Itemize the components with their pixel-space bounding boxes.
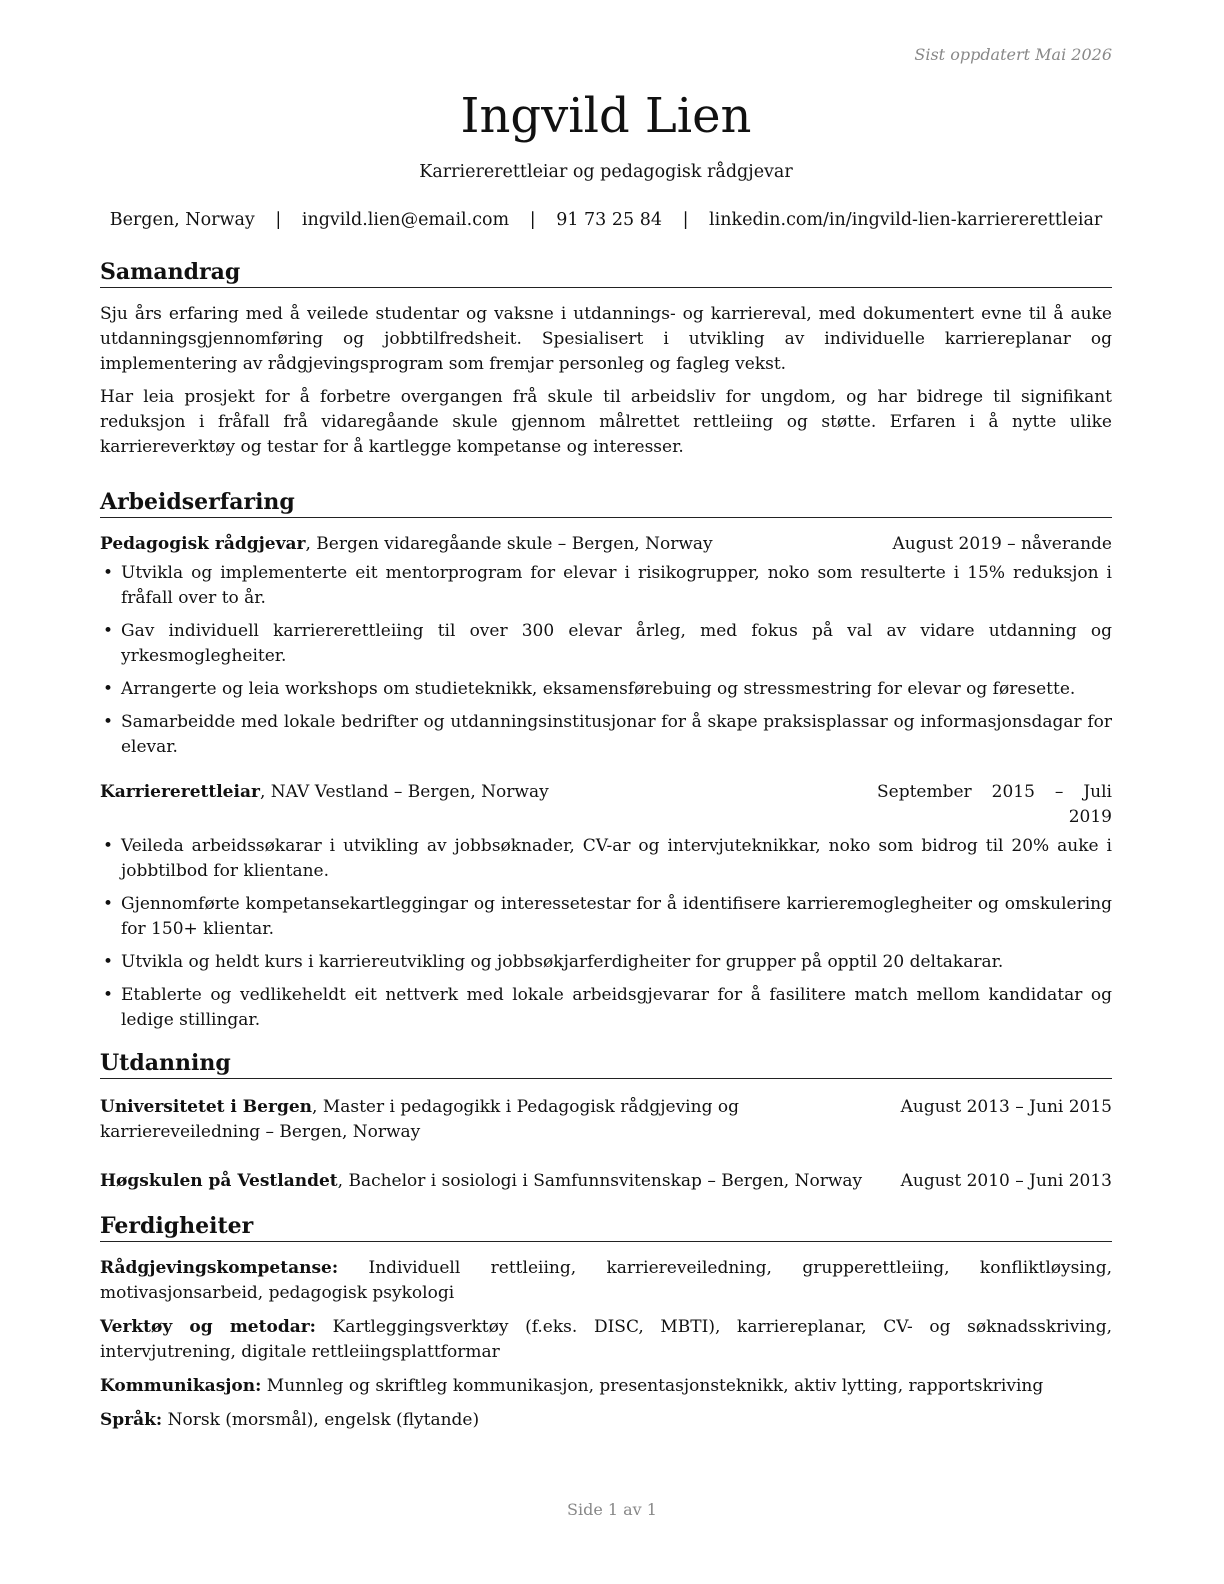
education-program: , Master i pedagogikk i Pedagogisk rådgjeving og karriereveiledning – Bergen, Norway bbox=[100, 1097, 739, 1142]
contact-location: Bergen, Norway bbox=[109, 210, 255, 230]
last-updated-note: Sist oppdatert Mai 2026 bbox=[914, 45, 1112, 64]
job-bullet: • Gav individuell karriererettleiing til over 300 elevar årleg, med fokus på val av vidare utdanning og yrkesmoglegheiter. bbox=[100, 619, 1112, 669]
skill-label: Språk: bbox=[100, 1410, 163, 1430]
job-title: Pedagogisk rådgjevar bbox=[100, 534, 306, 554]
skills-list bbox=[100, 1256, 1112, 1433]
summary-paragraph: Sju års erfaring med å veilede studentar og vaksne i utdannings- og karriereval, med dokumentert evne til å auke utdanningsgjennomføring og jobbtilfredsheit. Spesialisert i utvikling av individuelle karriereplanar og implementering av rådgjevingsprogram som fremjar personleg og fagleg vekst. bbox=[100, 304, 1112, 374]
job-organization: , Bergen vidaregåande skule – Bergen, Norway bbox=[305, 534, 713, 554]
section-title-summary: Samandrag bbox=[100, 258, 1112, 288]
contact-phone: 91 73 25 84 bbox=[556, 210, 662, 230]
skill-item bbox=[100, 1408, 1112, 1433]
job-bullet: • Utvikla og implementerte eit mentorprogram for elevar i risikogrupper, noko som resulterte i 15% reduksjon i fråfall over to år. bbox=[100, 561, 1112, 611]
education-date: August 2010 – Juni 2013 bbox=[900, 1171, 1112, 1191]
job-bullets bbox=[100, 834, 1112, 1033]
job-bullet: • Samarbeidde med lokale bedrifter og utdanningsinstitusjonar for å skape praksisplassar og informasjonsdagar for elevar. bbox=[100, 710, 1112, 760]
job-date: September 2015 – Juli 2019 bbox=[877, 782, 1112, 827]
resume-page bbox=[100, 40, 1112, 1433]
education-entry bbox=[100, 1095, 1112, 1145]
skill-label: Verktøy og metodar: bbox=[100, 1317, 316, 1337]
contact-line bbox=[60, 210, 1152, 230]
skill-label: Rådgjevingskompetanse: bbox=[100, 1258, 339, 1278]
skill-label: Kommunikasjon: bbox=[100, 1376, 262, 1396]
job-entry bbox=[100, 780, 1112, 1033]
education-detail bbox=[100, 1169, 880, 1194]
job-bullet: • Veileda arbeidssøkarar i utvikling av jobbsøknader, CV-ar og intervjuteknikkar, noko som bidrog til 20% auke i jobbtilbod for klientane. bbox=[100, 834, 1112, 884]
summary-paragraph: Har leia prosjekt for å forbetre overgangen frå skule til arbeidsliv for ungdom, og har bidrege til signifikant reduksjon i fråfall frå vidaregåande skule gjennom målrettet rettleiing og støtte. Erfaren i å nytte ulike karriereverktøy og testar for å kartlegge kompetanse og interesser. bbox=[100, 387, 1112, 457]
contact-separator: | bbox=[682, 210, 689, 230]
education-entry bbox=[100, 1169, 1112, 1194]
job-bullet: • Utvikla og heldt kurs i karriereutvikling og jobbsøkjarferdigheiter for grupper på opptil 20 deltakarar. bbox=[100, 950, 1112, 975]
job-header bbox=[100, 780, 1112, 830]
education-date: August 2013 – Juni 2015 bbox=[900, 1097, 1112, 1117]
job-date: August 2019 – nåverande bbox=[892, 534, 1112, 554]
job-entry bbox=[100, 532, 1112, 760]
contact-email[interactable]: ingvild.lien@email.com bbox=[301, 210, 510, 230]
education-detail bbox=[100, 1095, 880, 1145]
candidate-subtitle: Karriererettleiar og pedagogisk rådgjevar bbox=[419, 162, 793, 182]
page-number: Side 1 av 1 bbox=[567, 1500, 657, 1519]
education-school: Høgskulen på Vestlandet bbox=[100, 1171, 338, 1191]
job-header bbox=[100, 532, 1112, 557]
section-title-education: Utdanning bbox=[100, 1049, 1112, 1079]
job-bullet: • Etablerte og vedlikeheldt eit nettverk med lokale arbeidsgjevarar for å fasilitere match mellom kandidatar og ledige stillingar. bbox=[100, 983, 1112, 1033]
job-bullet: • Arrangerte og leia workshops om studieteknikk, eksamensførebuing og stressmestring for elevar og føresette. bbox=[100, 677, 1112, 702]
section-title-skills: Ferdigheiter bbox=[100, 1212, 1112, 1242]
job-role-org bbox=[100, 532, 713, 557]
education-program: , Bachelor i sosiologi i Samfunnsvitenskap – Bergen, Norway bbox=[337, 1171, 863, 1191]
skill-text: Munnleg og skriftleg kommunikasjon, presentasjonsteknikk, aktiv lytting, rapportskriving bbox=[261, 1376, 1044, 1396]
contact-separator: | bbox=[275, 210, 282, 230]
education-school: Universitetet i Bergen bbox=[100, 1097, 313, 1117]
contact-linkedin[interactable]: linkedin.com/in/ingvild-lien-karriererettleiar bbox=[709, 210, 1103, 230]
job-organization: , NAV Vestland – Bergen, Norway bbox=[259, 782, 549, 802]
skill-item bbox=[100, 1315, 1112, 1365]
contact-separator: | bbox=[529, 210, 536, 230]
skill-item bbox=[100, 1256, 1112, 1306]
candidate-name: Ingvild Lien bbox=[460, 88, 752, 144]
skill-text: Norsk (morsmål), engelsk (flytande) bbox=[162, 1410, 480, 1430]
job-role-org bbox=[100, 780, 549, 830]
section-title-experience: Arbeidserfaring bbox=[100, 488, 1112, 518]
job-bullet: • Gjennomførte kompetansekartleggingar og interessetestar for å identifisere karrieremoglegheiter og omskulering for 150+ klientar. bbox=[100, 892, 1112, 942]
job-bullets bbox=[100, 561, 1112, 760]
skill-text: Individuell rettleiing, karriereveiledning, grupperettleiing, konfliktløysing, motivasjonsarbeid, pedagogisk psykologi bbox=[100, 1258, 1112, 1303]
job-title: Karriererettleiar bbox=[100, 782, 260, 802]
skill-item bbox=[100, 1374, 1112, 1399]
skill-text: Kartleggingsverktøy (f.eks. DISC, MBTI), karriereplanar, CV- og søknadsskriving, intervjutrening, digitale rettleiingsplattformar bbox=[100, 1317, 1112, 1362]
